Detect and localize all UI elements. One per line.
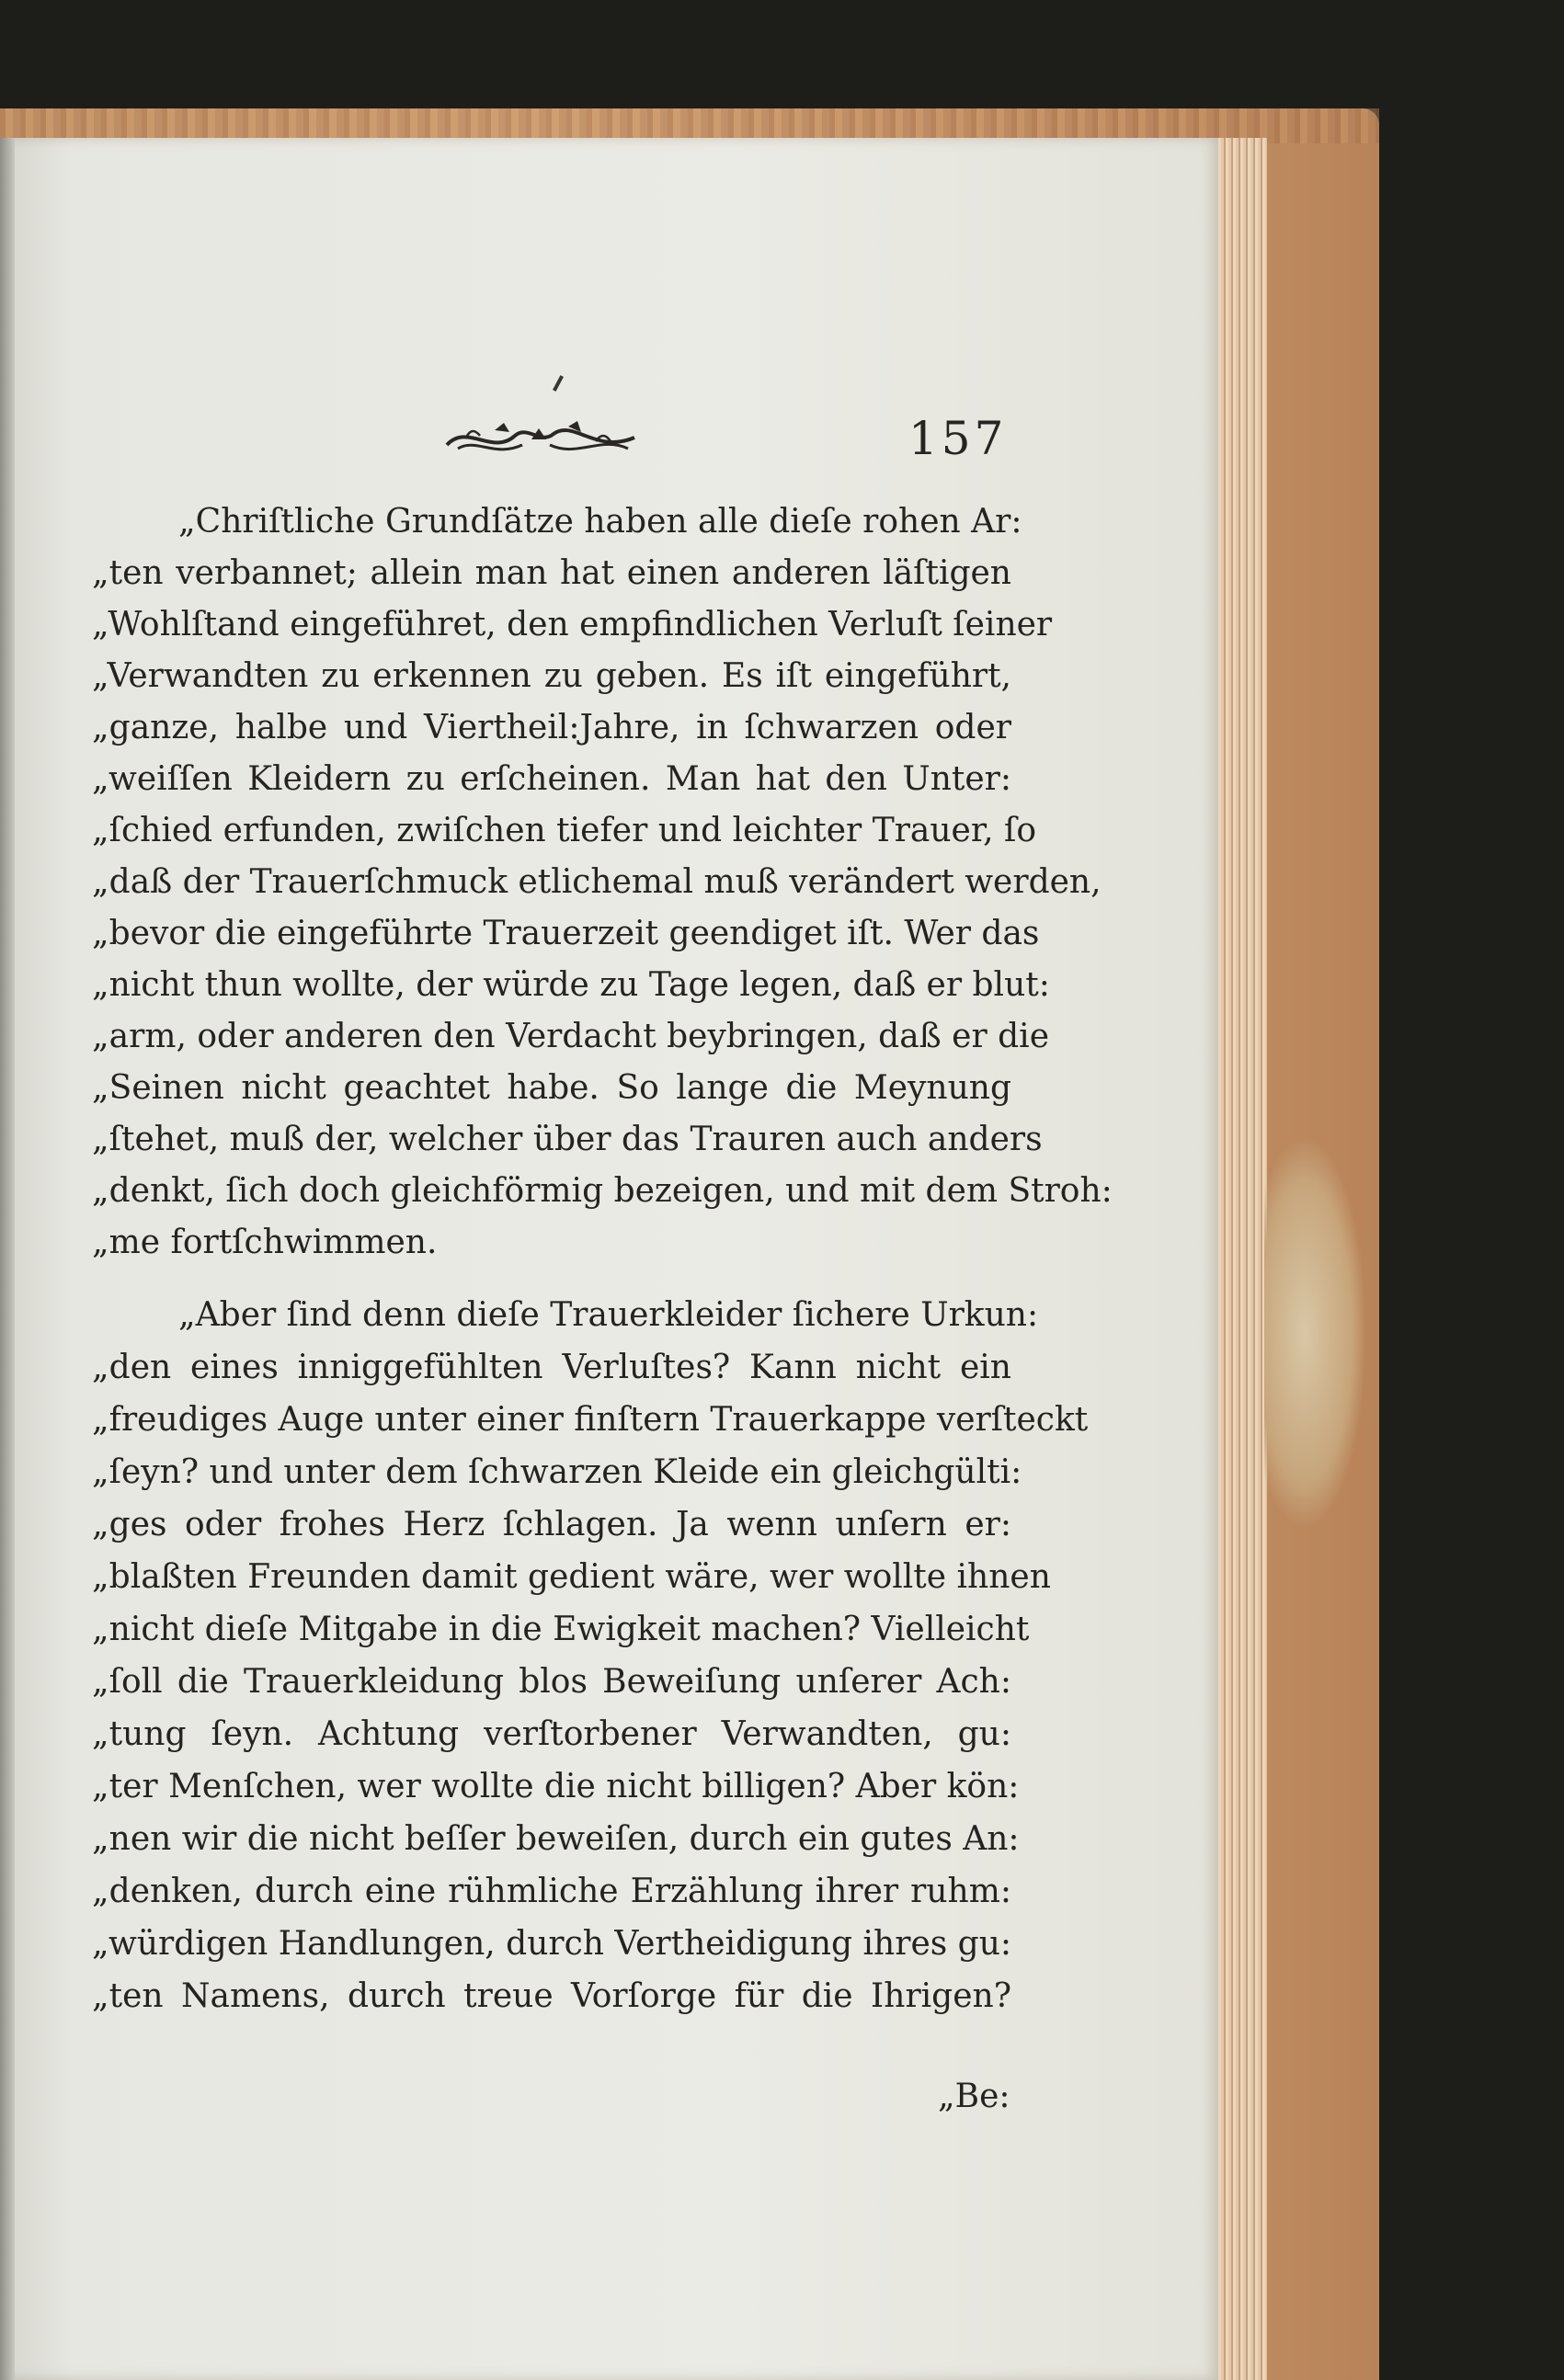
text-line: „blaßten Freunden damit gedient wäre, wer wollte ihnen bbox=[92, 1558, 1051, 1596]
text-line: „daß der Trauerſchmuck etlichemal muß verändert werden, bbox=[92, 863, 1102, 901]
text-line: „Seinen nicht geachtet habe. So lange die Meynung bbox=[92, 1069, 1011, 1107]
text-line: „ges oder frohes Herz ſchlagen. Ja wenn unſern er: bbox=[92, 1506, 1011, 1543]
text-line: „Verwandten zu erkennen zu geben. Es iſt eingeführt, bbox=[92, 657, 1011, 695]
text-line: „ter Menſchen, wer wollte die nicht billigen? Aber kön: bbox=[92, 1768, 1020, 1805]
text-line: „Wohlſtand eingeführet, den empfindlichen Verluſt ſeiner bbox=[92, 606, 1053, 643]
page-gutter bbox=[0, 138, 15, 2380]
text-line: „ſchied erfunden, zwiſchen tiefer und leichter Trauer, ſo bbox=[92, 812, 1037, 849]
text-line: „ten Namens, durch treue Vorſorge für die Ihrigen? bbox=[92, 1977, 1011, 2015]
catchword: „Be: bbox=[938, 2078, 1010, 2115]
page-edges bbox=[1214, 138, 1267, 2380]
ink-mark bbox=[553, 375, 564, 392]
text-line: „ten verbannet; allein man hat einen anderen läſtigen bbox=[92, 554, 1011, 592]
text-line: „denken, durch eine rühmliche Erzählung ihrer ruhm: bbox=[92, 1873, 1011, 1910]
page-number: 157 bbox=[908, 412, 1008, 465]
text-line: „ſtehet, muß der, welcher über das Trauren auch anders bbox=[92, 1121, 1043, 1158]
scroll-vine-ornament-icon bbox=[440, 417, 642, 460]
text-line: „würdigen Handlungen, durch Vertheidigung ihres gu: bbox=[92, 1925, 1012, 1963]
damaged-edge bbox=[1264, 1140, 1365, 1526]
text-line: „denkt, ſich doch gleichförmig bezeigen, und mit dem Stroh: bbox=[92, 1172, 1113, 1210]
text-line: „nicht thun wollte, der würde zu Tage legen, daß er blut: bbox=[92, 966, 1050, 1004]
text-line: „arm, oder anderen den Verdacht beybringen, daß er die bbox=[92, 1018, 1049, 1055]
book-page bbox=[0, 138, 1218, 2380]
text-line: „Aber ſind denn dieſe Trauerkleider ſichere Urkun: bbox=[178, 1296, 1039, 1334]
text-line: „ganze, halbe und Viertheil:Jahre, in ſchwarzen oder bbox=[92, 709, 1011, 746]
text-line: „nen wir die nicht beſſer beweiſen, durch ein gutes An: bbox=[92, 1820, 1020, 1858]
text-line: „nicht dieſe Mitgabe in die Ewigkeit machen? Vielleicht bbox=[92, 1611, 1030, 1648]
text-line: „ſeyn? und unter dem ſchwarzen Kleide ein gleichgülti: bbox=[92, 1453, 1022, 1491]
text-line: „me fortſchwimmen. bbox=[92, 1224, 438, 1261]
text-line: „Chriſtliche Grundſätze haben alle dieſe rohen Ar: bbox=[178, 503, 1022, 541]
text-line: „tung ſeyn. Achtung verſtorbener Verwandten, gu: bbox=[92, 1715, 1011, 1753]
text-line: „ſoll die Trauerkleidung blos Beweiſung unſerer Ach: bbox=[92, 1663, 1011, 1701]
text-line: „den eines inniggefühlten Verluſtes? Kann nicht ein bbox=[92, 1349, 1011, 1386]
text-line: „bevor die eingeführte Trauerzeit geendiget iſt. Wer das bbox=[92, 915, 1040, 952]
text-line: „weiſſen Kleidern zu erſcheinen. Man hat den Unter: bbox=[92, 760, 1011, 798]
text-line: „freudiges Auge unter einer finſtern Trauerkappe verſteckt bbox=[92, 1401, 1089, 1439]
